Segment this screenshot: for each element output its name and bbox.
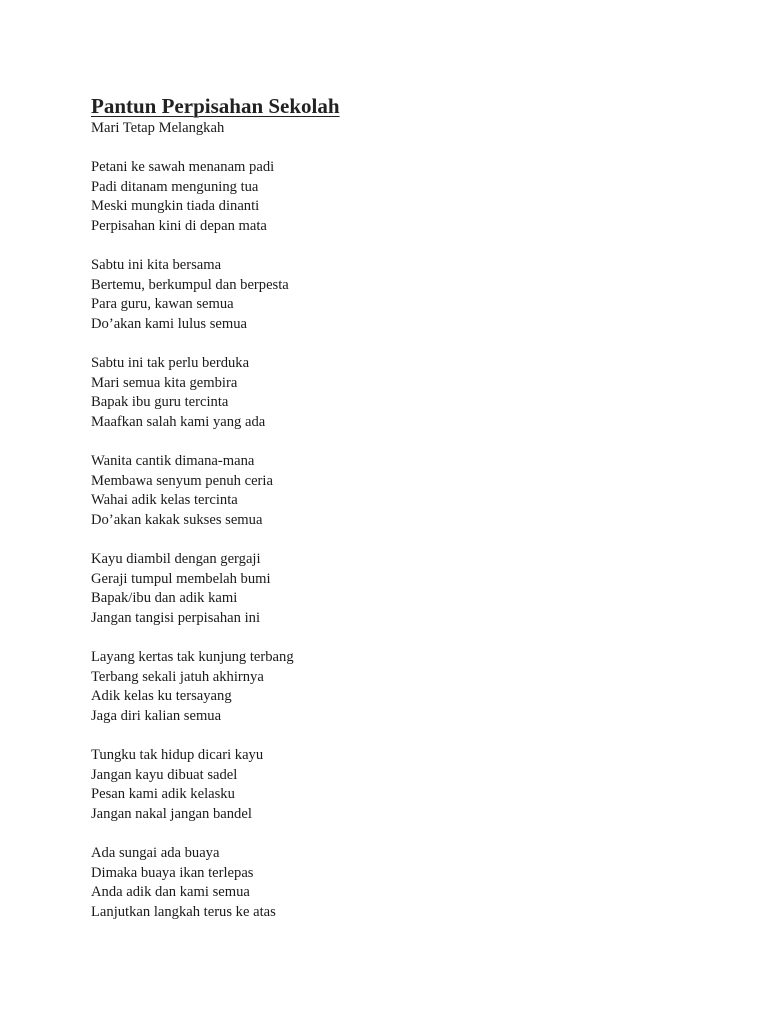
stanza-line: Layang kertas tak kunjung terbang	[91, 649, 294, 666]
stanza-1	[91, 158, 691, 236]
stanza-2	[91, 256, 691, 334]
stanza-line: Petani ke sawah menanam padi	[91, 159, 275, 176]
stanza-line: Perpisahan kini di depan mata	[91, 217, 267, 234]
stanza-line: Pesan kami adik kelasku	[91, 786, 235, 803]
stanza-line: Kayu diambil dengan gergaji	[91, 551, 261, 568]
stanza-line: Terbang sekali jatuh akhirnya	[91, 668, 264, 685]
stanza-line: Wanita cantik dimana-mana	[91, 453, 255, 470]
stanza-line: Do’akan kami lulus semua	[91, 315, 248, 332]
stanza-5	[91, 550, 691, 628]
stanza-line: Lanjutkan langkah terus ke atas	[91, 903, 276, 920]
stanza-line: Sabtu ini tak perlu berduka	[91, 355, 250, 372]
stanza-line: Do’akan kakak sukses semua	[91, 511, 263, 528]
stanza-line: Mari semua kita gembira	[91, 374, 238, 391]
stanza-line: Tungku tak hidup dicari kayu	[91, 747, 264, 763]
stanza-line: Meski mungkin tiada dinanti	[91, 198, 260, 215]
page-title: Pantun Perpisahan Sekolah	[91, 94, 340, 118]
stanza-6	[91, 648, 691, 726]
stanza-line: Jangan tangisi perpisahan ini	[91, 609, 261, 626]
stanza-7	[91, 746, 691, 824]
stanza-line: Maafkan salah kami yang ada	[91, 413, 266, 430]
stanza-8	[91, 844, 691, 922]
stanza-line: Jaga diri kalian semua	[91, 707, 222, 724]
stanza-line: Jangan kayu dibuat sadel	[91, 766, 238, 783]
stanza-line: Adik kelas ku tersayang	[91, 688, 232, 705]
stanza-line: Jangan nakal jangan bandel	[91, 805, 252, 822]
stanza-line: Ada sungai ada buaya	[91, 844, 220, 861]
stanza-line: Bapak/ibu dan adik kami	[91, 590, 238, 607]
document-page	[91, 93, 691, 942]
stanza-line: Bapak ibu guru tercinta	[91, 394, 229, 411]
stanza-line: Anda adik dan kami semua	[91, 884, 250, 901]
stanza-line: Bertemu, berkumpul dan berpesta	[91, 276, 289, 293]
stanza-line: Wahai adik kelas tercinta	[91, 492, 238, 509]
stanza-4	[91, 452, 691, 530]
stanza-line: Para guru, kawan semua	[91, 296, 234, 313]
page-subtitle: Mari Tetap Melangkah	[91, 120, 225, 136]
stanza-line: Geraji tumpul membelah bumi	[91, 570, 271, 587]
stanza-line: Dimaka buaya ikan terlepas	[91, 864, 254, 881]
stanza-line: Membawa senyum penuh ceria	[91, 472, 273, 489]
stanza-line: Padi ditanam menguning tua	[91, 178, 259, 195]
stanza-3	[91, 354, 691, 432]
stanza-line: Sabtu ini kita bersama	[91, 257, 222, 274]
